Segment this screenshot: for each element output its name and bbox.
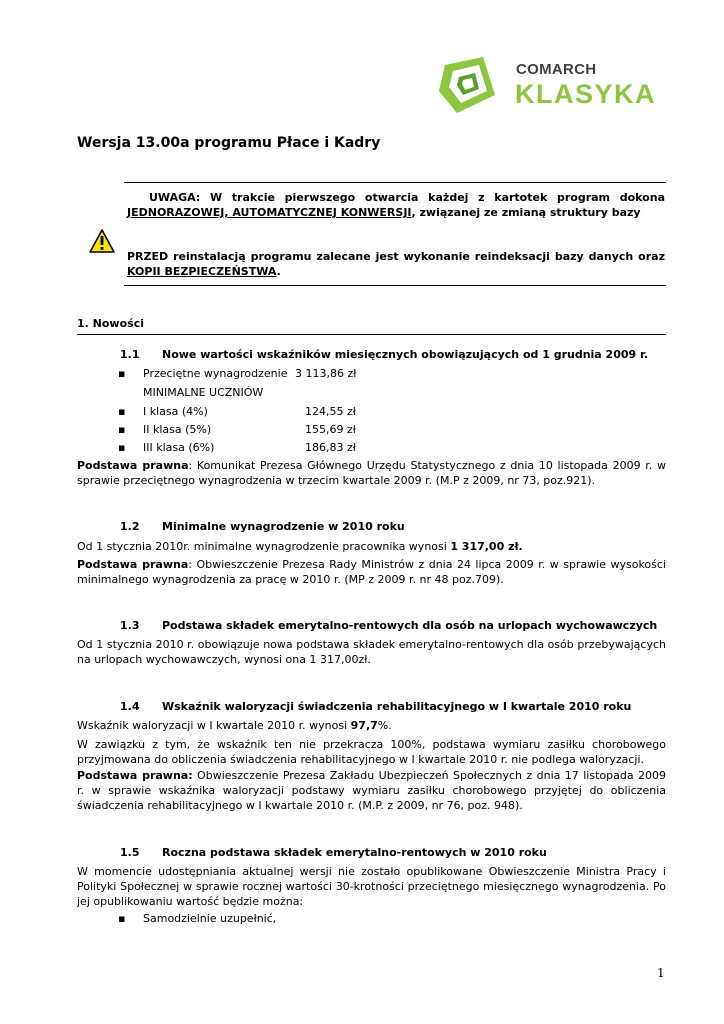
body-text: %. xyxy=(377,719,392,732)
class-label: II klasa (5%) xyxy=(143,423,212,436)
min-apprentice-header: MINIMALNE UCZNIÓW xyxy=(143,386,264,399)
subsection-title: Minimalne wynagrodzenie w 2010 roku xyxy=(162,520,405,533)
section-divider xyxy=(77,334,666,335)
subsection-number: 1.5 xyxy=(120,846,140,859)
bullet-marker: ▪ xyxy=(118,367,126,380)
warning-triangle-icon xyxy=(89,229,115,253)
subsection-heading-1-1 xyxy=(120,348,648,361)
legal-basis-1-4 xyxy=(77,768,666,813)
parental-leave-text: Od 1 stycznia 2010 r. obowiązuje nowa podstawa składek emerytalno-rentowych dla osób przebywających na urlopach wychowawczych, wynosi ona 1 317,00zł. xyxy=(77,638,666,666)
bullet-marker: ▪ xyxy=(118,912,126,925)
class-label: I klasa (4%) xyxy=(143,405,208,418)
annual-base-text: W momencie udostępniania aktualnej wersji nie zostało opublikowane Obwieszczenie Ministra Pracy i Polityki Społecznej w sprawie rocznej wartości 30-krotności przeciętnego miesięcznego wynagrodzenia. Po jej opublikowaniu wartość będzie można: xyxy=(77,865,666,908)
class-label: III klasa (6%) xyxy=(143,441,215,454)
valorization-value: 97,7 xyxy=(350,719,378,732)
warning-emphasis: KOPII BEZPIECZEŃSTWA xyxy=(127,265,277,278)
logo-klasyka-text: KLASYKA xyxy=(515,79,657,109)
class-value: 186,83 zł xyxy=(305,441,356,454)
legal-basis-text: : Komunikat Prezesa Głównego Urzędu Statystycznego z dnia 10 listopada 2009 r. w sprawie przeciętnego wynagrodzenia w trzecim kwartale 2009 r. (M.P z 2009, nr 73, poz.921). xyxy=(77,459,666,487)
valorization-line xyxy=(77,718,666,733)
bullet-marker: ▪ xyxy=(118,423,126,436)
warning-emphasis: JEDNORAZOWEJ, AUTOMATYCZNEJ KONWERSJI xyxy=(127,206,412,219)
subsection-number: 1.3 xyxy=(120,619,140,632)
min-wage-line xyxy=(77,539,666,554)
comarch-klasyka-logo xyxy=(437,55,657,119)
document-title: Wersja 13.00a programu Płace i Kadry xyxy=(77,135,381,151)
legal-basis-label: Podstawa prawna xyxy=(77,558,189,571)
comarch-logo-icon xyxy=(437,55,499,117)
warning-paragraph-1 xyxy=(127,190,665,220)
subsection-title: Roczna podstawa składek emerytalno-rentowych w 2010 roku xyxy=(162,846,547,859)
subsection-title: Podstawa składek emerytalno-rentowych dla osób na urlopach wychowawczych xyxy=(162,619,658,632)
class-value: 124,55 zł xyxy=(305,405,356,418)
bullet-marker: ▪ xyxy=(118,405,126,418)
warning-text: . xyxy=(276,265,281,278)
legal-basis-text: Obwieszczenie Prezesa Zakładu Ubezpieczeń Społecznych z dnia 17 listopada 2009 r. w sprawie wskaźnika waloryzacji podstawy wymiaru zasiłku chorobowego przyjętej do obliczenia świadczenia rehabilitacyjnego w I kwartale 2010 r. (M.P. z 2009, nr 76, poz. 948). xyxy=(77,769,666,812)
page-number: 1 xyxy=(657,966,665,980)
legal-basis-label: Podstawa prawna: xyxy=(77,769,193,782)
subsection-heading-1-4 xyxy=(120,700,631,713)
legal-basis-text: : Obwieszczenie Prezesa Rady Ministrów z dnia 24 lipca 2009 r. w sprawie wysokości minimalnego wynagrodzenia za pracę w 2010 r. (MP z 2009 r. nr 48 poz.709). xyxy=(77,558,666,586)
subsection-title: Wskaźnik waloryzacji świadczenia rehabilitacyjnego w I kwartale 2010 roku xyxy=(162,700,632,713)
section-heading-nowosci: 1. Nowości xyxy=(77,317,144,330)
valorization-explanation: W zawiązku z tym, że wskaźnik ten nie przekracza 100%, podstawa wymiaru zasiłku chorobowego przyjmowana do obliczenia świadczenia rehabilitacyjnego w I kwartale 2010 r. nie podlega waloryzacji. xyxy=(77,738,666,766)
subsection-number: 1.2 xyxy=(120,520,140,533)
subsection-number: 1.1 xyxy=(120,348,140,361)
legal-basis-1-2 xyxy=(77,557,666,587)
legal-basis-1-1 xyxy=(77,458,666,488)
warning-box xyxy=(124,182,666,286)
avg-salary-value: 3 113,86 zł xyxy=(295,367,357,380)
subsection-title: Nowe wartości wskaźników miesięcznych obowiązujących od 1 grudnia 2009 r. xyxy=(162,348,649,361)
warning-text: , związanej ze zmianą struktury bazy xyxy=(411,206,641,219)
subsection-number: 1.4 xyxy=(120,700,140,713)
body-text: Wskaźnik waloryzacji w I kwartale 2010 r. wynosi xyxy=(77,719,351,732)
option-self-fill: Samodzielnie uzupełnić, xyxy=(143,912,277,925)
subsection-heading-1-2 xyxy=(120,520,405,533)
avg-salary-label: Przeciętne wynagrodzenie xyxy=(143,367,288,380)
class-value: 155,69 zł xyxy=(305,423,356,436)
body-text: Od 1 stycznia 2010r. minimalne wynagrodzenie pracownika wynosi xyxy=(77,540,451,553)
warning-text: PRZED reinstalacją programu zalecane jest wykonanie reindeksacji bazy danych oraz xyxy=(127,250,665,263)
subsection-heading-1-5 xyxy=(120,846,547,859)
warning-paragraph-2 xyxy=(127,249,665,279)
legal-basis-label: Podstawa prawna xyxy=(77,459,189,472)
subsection-heading-1-3 xyxy=(120,619,657,632)
min-wage-value: 1 317,00 zł. xyxy=(450,540,523,553)
logo-comarch-text: COMARCH xyxy=(516,61,597,78)
bullet-marker: ▪ xyxy=(118,441,126,454)
warning-text: UWAGA: W trakcie pierwszego otwarcia każdej z kartotek program dokona xyxy=(149,191,665,204)
